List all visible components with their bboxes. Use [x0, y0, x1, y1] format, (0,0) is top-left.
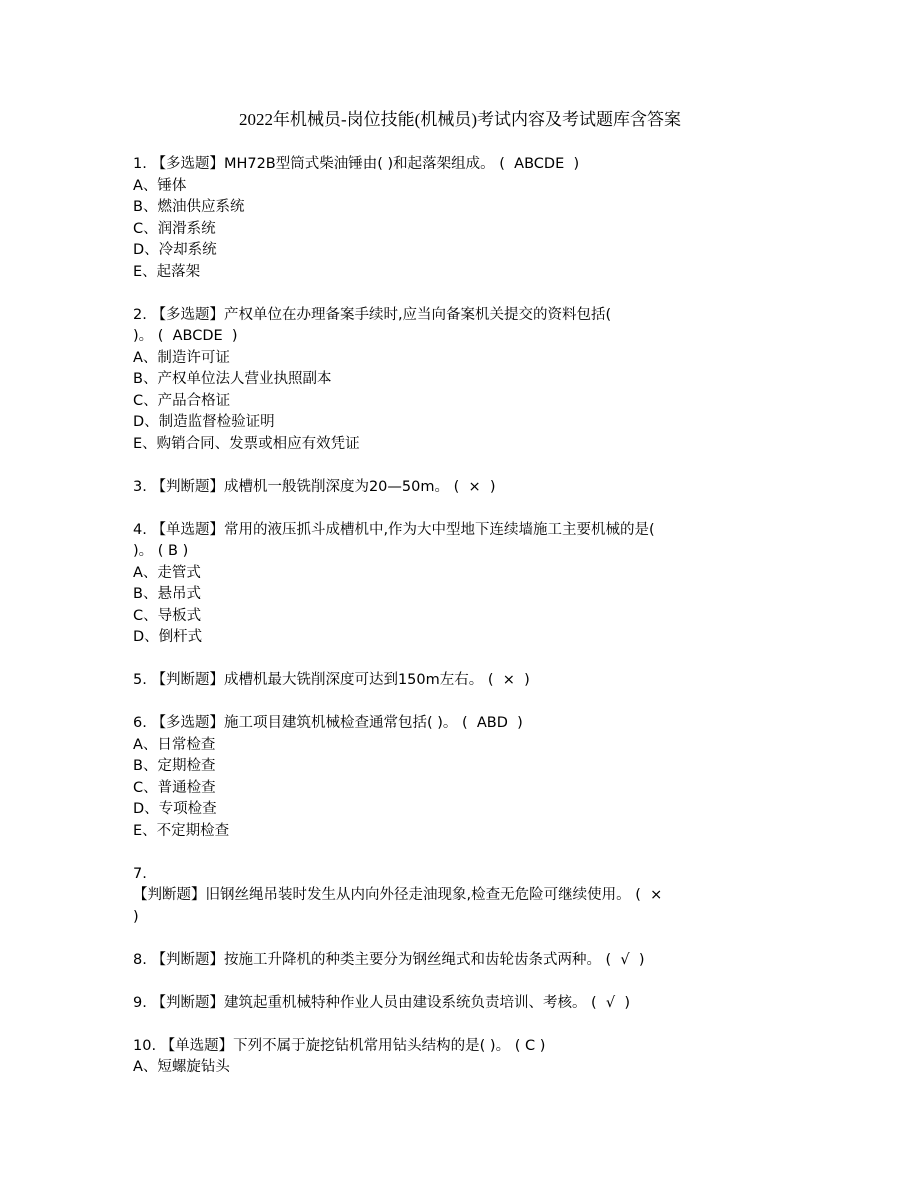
question-stem: 【判断题】旧钢丝绳吊装时发生从内向外径走油现象,检查无危险可继续使用。 ( ×: [133, 887, 663, 903]
question-item: [133, 1036, 773, 1079]
answer-option: E、购销合同、发票或相应有效凭证: [133, 435, 360, 452]
question-stem: 6. 【多选题】施工项目建筑机械检查通常包括( )。 ( ABD ): [133, 715, 523, 731]
answer-option: B、定期检查: [133, 758, 216, 774]
question-item: [133, 154, 773, 283]
question-stem: 2. 【多选题】产权单位在办理备案手续时,应当向备案机关提交的资料包括(: [133, 306, 612, 323]
question-item: [133, 670, 773, 692]
question-item: [133, 520, 773, 649]
answer-option: C、普通检查: [133, 779, 216, 796]
answer-option: B、产权单位法人营业执照副本: [133, 371, 332, 387]
answer-option: D、倒杆式: [133, 629, 203, 645]
question-stem: 1. 【多选题】MH72B型筒式柴油锤由( )和起落架组成。 ( ABCDE ): [133, 156, 580, 172]
question-item: [133, 864, 773, 929]
question-stem: 8. 【判断题】按施工升降机的种类主要分为钢丝绳式和齿轮齿条式两种。 ( √ ): [133, 951, 645, 968]
answer-option: C、产品合格证: [133, 392, 231, 409]
question-item: [133, 713, 773, 842]
answer-option: B、燃油供应系统: [133, 199, 245, 215]
answer-option: A、制造许可证: [133, 349, 230, 366]
answer-option: C、导板式: [133, 607, 202, 624]
answer-option: A、日常检查: [133, 736, 216, 753]
answer-option: A、短螺旋钻头: [133, 1059, 230, 1075]
question-stem: ): [133, 908, 139, 925]
question-stem: )。 ( ABCDE ): [133, 328, 238, 344]
question-stem: 3. 【判断题】成槽机一般铣削深度为20—50m。 ( × ): [133, 478, 496, 495]
answer-option: E、不定期检查: [133, 822, 230, 839]
question-stem: )。 ( B ): [133, 543, 189, 559]
answer-option: B、悬吊式: [133, 586, 201, 602]
question-item: [133, 993, 773, 1015]
answer-option: D、专项检查: [133, 801, 217, 817]
answer-option: C、润滑系统: [133, 220, 216, 237]
question-item: [133, 950, 773, 972]
answer-option: A、锤体: [133, 177, 187, 194]
question-list: [133, 154, 773, 1100]
question-stem: 9. 【判断题】建筑起重机械特种作业人员由建设系统负责培训、考核。 ( √ ): [133, 994, 631, 1011]
question-item: [133, 477, 773, 499]
question-stem: 7.: [133, 865, 147, 882]
question-stem: 5. 【判断题】成槽机最大铣削深度可达到150m左右。 ( × ): [133, 672, 530, 688]
document-title: 2022年机械员-岗位技能(机械员)考试内容及考试题库含答案: [239, 110, 681, 129]
question-item: [133, 305, 773, 456]
question-stem: 4. 【单选题】常用的液压抓斗成槽机中,作为大中型地下连续墙施工主要机械的是(: [133, 521, 655, 538]
answer-option: A、走管式: [133, 564, 201, 581]
answer-option: E、起落架: [133, 263, 201, 280]
question-stem: 10. 【单选题】下列不属于旋挖钻机常用钻头结构的是( )。 ( C ): [133, 1037, 546, 1054]
answer-option: D、冷却系统: [133, 242, 217, 258]
answer-option: D、制造监督检验证明: [133, 414, 275, 430]
